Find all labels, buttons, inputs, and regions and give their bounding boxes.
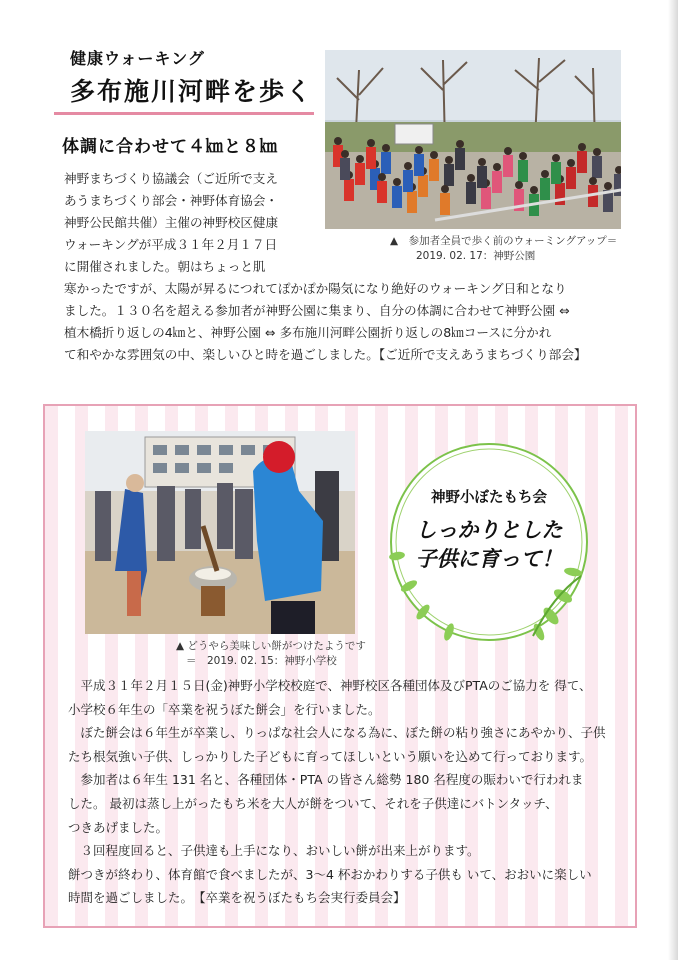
body-line: 神野公民館共催）主催の神野校区健康 [64,215,279,230]
page-edge-shadow [668,0,678,960]
mochi-photo-caption [176,639,366,669]
article-body [64,168,587,366]
body-line: 寒かったですが、太陽が昇るにつれてぽかぽか陽気になり絶好のウォーキング日和となり [64,281,567,296]
article-subtitle: 体調に合わせて４㎞と８㎞ [62,137,278,157]
caption-line: ＝ 2019. 02. 15：神野小学校 [186,655,337,667]
body-line: 植木橋折り返しの4㎞と、神野公園 ⇔ 多布施川河畔公園折り返しの8㎞コースに分かれ [64,325,552,340]
title-underline [54,112,314,115]
article-kicker: 健康ウォーキング [70,49,205,68]
body-line: あうまちづくり部会・神野体育協会・ [64,193,278,208]
body-line: 参加者は６年生 131 名と、各種団体・PTA の皆さん総勢 180 名程度の賑わいで行われま [68,772,584,788]
mochi-pounding-photo [85,431,355,634]
body-line: たち根気強い子供、しっかりした子どもに育ってほしいという願いを込めて行っております。 [68,748,593,764]
slogan [383,516,595,574]
caption-line: 2019. 02. 17：神野公園 [416,250,536,262]
body-line: 餅つきが終わり、体育館で食べましたが、3～4 杯おかわりする子供も いて、おおいに楽しい [68,866,592,882]
body-line: て和やかな雰囲気の中、楽しいひと時を過ごしました。【ご近所で支えあうまちづくり部会】 [64,347,587,362]
body-line: 小学校６年生の「卒業を祝うぼた餅会」を行いました。 [68,701,381,717]
body-line: ウォーキングが平成３１年２月１７日 [64,237,278,252]
slogan-line: 子供に育って！ [415,547,563,571]
body-line: つきあげました。 [68,819,169,835]
caption-line: ▲ 参加者全員で歩く前のウォーミングアップ＝ [390,235,618,247]
body-line: した。 最初は蒸し上がったもち米を大人が餅をついて、それを子供達にバトンタッチ、 [68,795,558,811]
article-title: 多布施川河畔を歩く [70,77,314,106]
body-line: に開催されました。朝はちょっと肌 [64,259,266,274]
body-line: ３回程度回ると、子供達も上手になり、おいしい餅が出来上がります。 [68,843,480,859]
body-line: 神野まちづくり協議会（ご近所で支え [64,171,278,186]
body-line: 時間を過ごしました。 【卒業を祝うぼたもち会実行委員会】 [68,890,406,906]
body-line: ぼた餅会は６年生が卒業し、りっぱな社会人になる為に、ぼた餅の粘り強さにあやかり、子供 [68,725,606,741]
body-line: 平成３１年２月１５日(金)神野小学校校庭で、神野校区各種団体及びPTAのご協力を 得て、 [68,678,592,693]
botamochi-article-body [68,674,606,910]
slogan-line: しっかりとした [415,518,563,542]
club-name: 神野小ぼたもち会 [431,490,547,506]
body-line: ました。１３０名を超える参加者が神野公園に集まり、自分の体調に合わせて神野公園 ⇔ [64,303,570,318]
caption-line: ▲ どうやら美味しい餅がつけたようです [176,640,366,652]
